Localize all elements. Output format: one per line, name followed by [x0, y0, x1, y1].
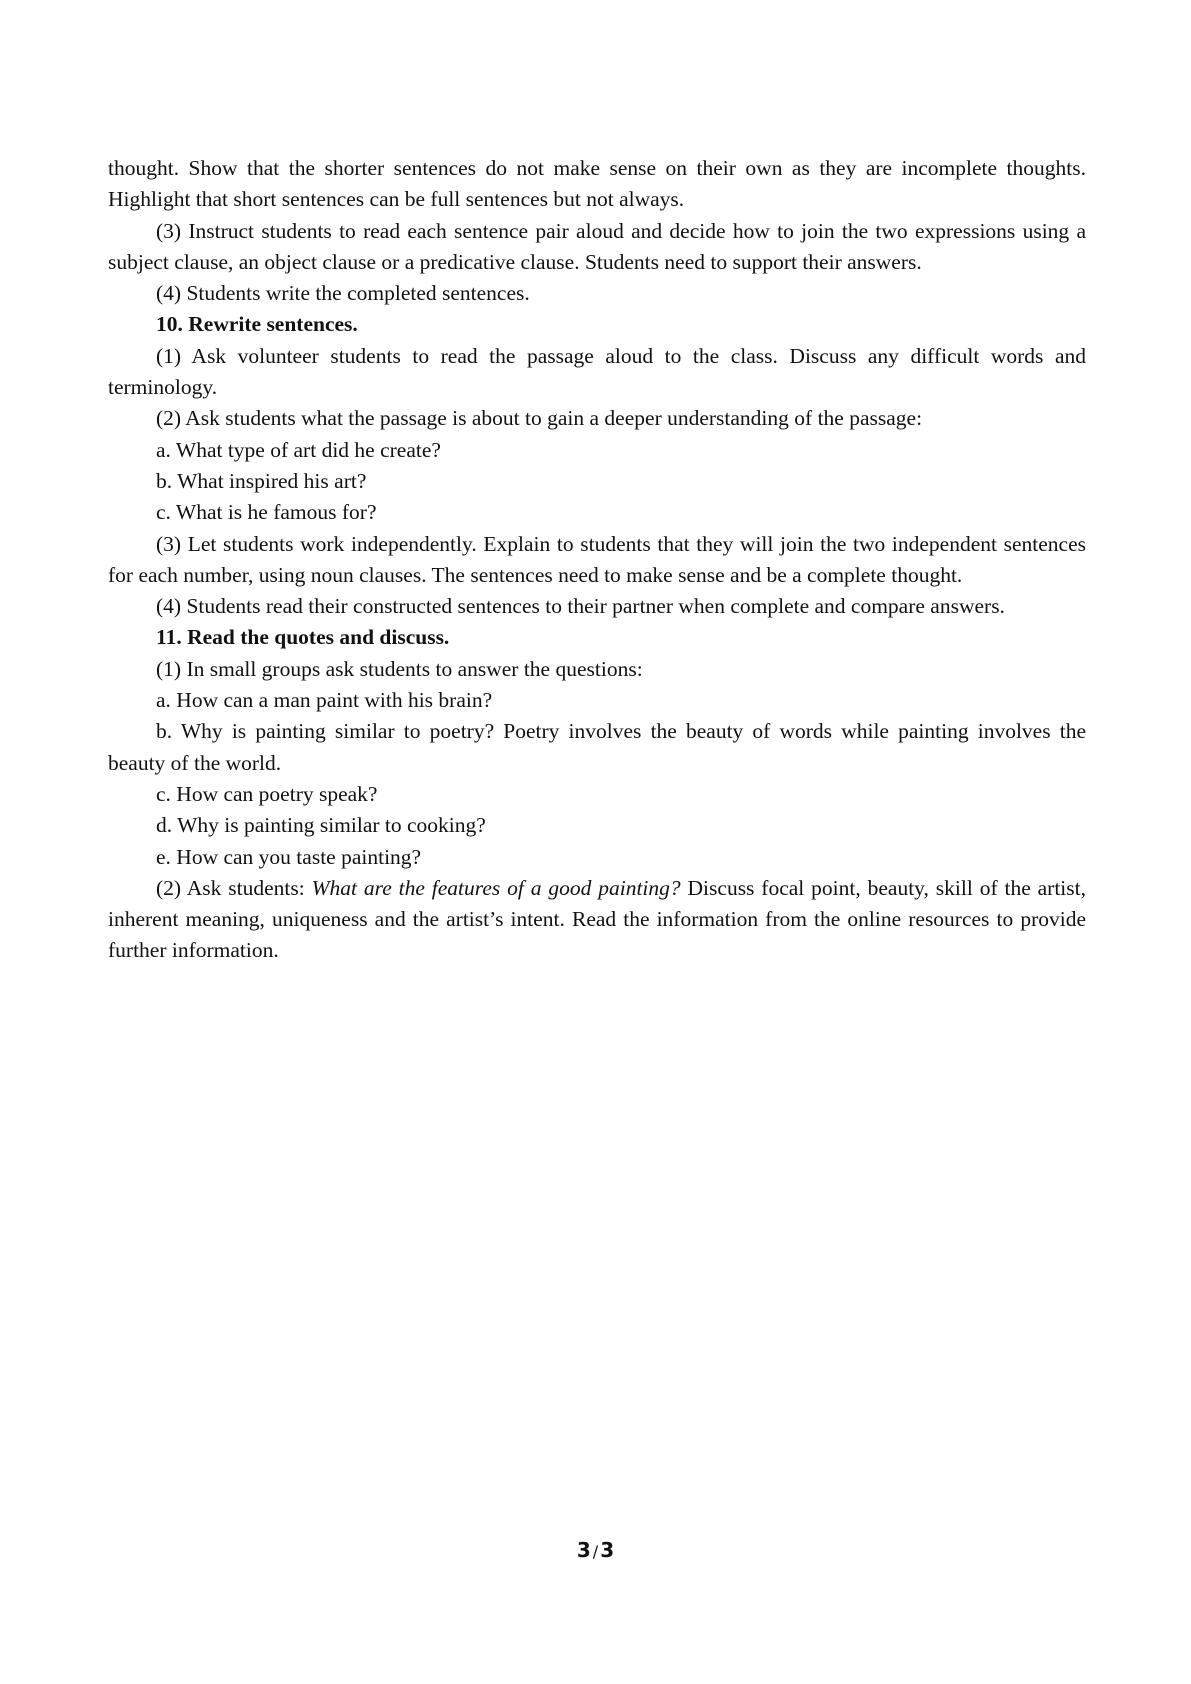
paragraph-rest: Discuss focal point, beauty, skill of the artist, inherent meaning, uniqueness and the artist’s intent. Read the information from the online resources to provide further information.: [108, 875, 1086, 963]
current-page: 3: [576, 1538, 591, 1562]
paragraph: (1) In small groups ask students to answer the questions:: [156, 656, 643, 681]
paragraph: (3) Let students work independently. Explain to students that they will join the two independent sentences for each number, using noun clauses. The sentences need to make sense and be a complete thought.: [108, 531, 1086, 587]
paragraph: [108, 873, 1086, 967]
section-heading: 11. Read the quotes and discuss.: [156, 625, 450, 650]
list-item: e. How can you taste painting?: [156, 844, 422, 869]
paragraph: (2) Ask students what the passage is about to gain a deeper understanding of the passage:: [156, 406, 923, 431]
list-item: b. Why is painting similar to poetry? Poetry involves the beauty of words while painting involves the beauty of the world.: [108, 719, 1086, 775]
italic-question: What are the features of a good painting?: [311, 875, 681, 900]
page-number: [0, 1538, 1191, 1562]
paragraph-lead: (2) Ask students:: [156, 875, 312, 900]
total-pages: 3: [600, 1538, 615, 1562]
paragraph: (3) Instruct students to read each sentence pair aloud and decide how to join the two expressions using a subject clause, an object clause or a predicative clause. Students need to support their answers.: [108, 218, 1086, 274]
paragraph: (4) Students read their constructed sentences to their partner when complete and compare answers.: [156, 594, 1005, 619]
document-body: [108, 153, 1086, 967]
list-item: a. What type of art did he create?: [156, 437, 441, 462]
section-heading: 10. Rewrite sentences.: [156, 312, 358, 337]
page-separator: /: [592, 1542, 599, 1561]
paragraph: thought. Show that the shorter sentences do not make sense on their own as they are incomplete thoughts. Highlight that short sentences can be full sentences but not always.: [108, 156, 1086, 212]
list-item: c. How can poetry speak?: [156, 781, 378, 806]
list-item: a. How can a man paint with his brain?: [156, 688, 493, 713]
list-item: b. What inspired his art?: [156, 468, 367, 493]
list-item: d. Why is painting similar to cooking?: [156, 813, 486, 838]
paragraph: (4) Students write the completed sentences.: [156, 281, 530, 306]
paragraph: (1) Ask volunteer students to read the passage aloud to the class. Discuss any difficult words and terminology.: [108, 343, 1086, 400]
list-item: c. What is he famous for?: [156, 500, 377, 525]
